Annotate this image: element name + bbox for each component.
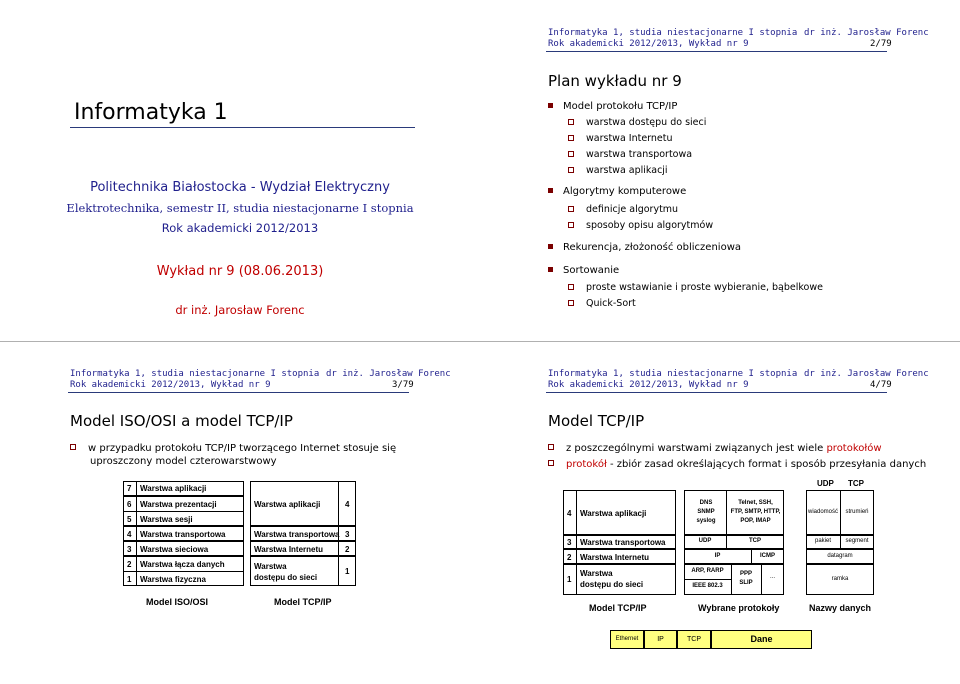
layer-number: 4 — [567, 509, 572, 518]
header-author: dr inż. Jarosław Forenc — [326, 369, 451, 379]
layer-name: Warstwa aplikacji — [254, 500, 321, 509]
layer-name: Warstwa transportowa — [140, 530, 226, 539]
app-protocols-tcp: Telnet, SSH, FTP, SMTP, HTTP, POP, IMAP — [730, 500, 781, 524]
caption-osi: Model ISO/OSI — [146, 597, 209, 607]
layer-number: 4 — [345, 500, 350, 509]
protocol-more: ... — [769, 574, 775, 580]
layer-number: 7 — [127, 484, 132, 493]
layer-name: Warstwa sieciowa — [140, 545, 209, 554]
bullet-open-square-icon — [548, 460, 554, 466]
caption-model: Model TCP/IP — [589, 603, 647, 613]
header-author: dr inż. Jarosław Forenc — [804, 28, 929, 38]
frame-label: TCP — [687, 636, 701, 643]
bullet-open-square-icon — [548, 444, 554, 450]
list-subitem: definicje algorytmu — [568, 203, 678, 216]
header-course: Informatyka 1, studia niestacjonarne I stopnia — [548, 28, 798, 38]
list-item: Algorytmy komputerowe — [548, 185, 686, 199]
lecture-info: Wykład nr 9 (08.06.2013) — [156, 264, 324, 279]
layer-number: 4 — [127, 530, 132, 539]
slide-title: Model TCP/IP — [548, 412, 645, 430]
list-item: protokół - zbiór zasad określających format i sposób przesyłania danych — [548, 458, 926, 472]
bullet-open-square-icon — [70, 444, 76, 450]
layer-number: 2 — [127, 560, 132, 569]
bullet-open-square-icon — [568, 119, 574, 125]
caption-tcpip: Model TCP/IP — [274, 597, 332, 607]
layer-number: 1 — [345, 567, 350, 576]
university: Politechnika Białostocka - Wydział Elektryczny — [90, 180, 390, 195]
label-tcp: TCP — [848, 479, 864, 488]
protocol-icmp: ICMP — [760, 553, 775, 559]
page-number: 3/79 — [392, 380, 414, 390]
bullet-square-icon — [548, 103, 553, 108]
list-item-continuation: uproszczony model czterowarstwowy — [90, 456, 277, 467]
slide-title: Plan wykładu nr 9 — [548, 72, 682, 90]
data-name-label: strumień — [845, 509, 869, 515]
data-name-label: datagram — [827, 553, 853, 559]
layer-name: Warstwa fizyczna — [140, 575, 206, 584]
slide-title: Model ISO/OSI a model TCP/IP — [70, 412, 293, 430]
column-divider — [576, 490, 577, 595]
header-course: Informatyka 1, studia niestacjonarne I stopnia — [548, 369, 798, 379]
protocol-ip: IP — [714, 553, 721, 559]
frame-label: Dane — [750, 634, 773, 644]
bullet-open-square-icon — [568, 167, 574, 173]
bullet-open-square-icon — [568, 206, 574, 212]
caption-protocols: Wybrane protokoły — [698, 603, 780, 613]
layer-name: Warstwa Internetu — [580, 553, 650, 562]
app-protocols-udp: DNS SNMP syslog — [696, 500, 716, 524]
layer-name: Warstwa transportowa — [580, 538, 666, 547]
layer-name: Warstwa sesji — [140, 515, 193, 524]
protocol-ieee: IEEE 802.3 — [692, 583, 723, 589]
frame-label: Ethernet — [615, 636, 639, 642]
list-subitem: sposoby opisu algorytmów — [568, 219, 713, 232]
header-year: Rok akademicki 2012/2013, Wykład nr 9 — [70, 380, 271, 390]
program: Elektrotechnika, semestr II, studia niestacjonarne I stopnia — [66, 201, 414, 215]
layer-name: Warstwa prezentacji — [140, 500, 217, 509]
list-item: Rekurencja, złożoność obliczeniowa — [548, 241, 741, 255]
layer-name: Warstwa łącza danych — [140, 560, 225, 569]
panel-divider — [0, 341, 960, 342]
title-underline — [70, 127, 415, 128]
bullet-open-square-icon — [568, 222, 574, 228]
layer-number: 1 — [567, 575, 572, 584]
layer-number: 3 — [567, 538, 572, 547]
protocol-udp: UDP — [698, 538, 712, 544]
list-subitem: Quick-Sort — [568, 297, 636, 310]
data-name-label: pakiet — [814, 538, 831, 544]
bullet-open-square-icon — [568, 300, 574, 306]
data-name-label: ramka — [831, 576, 849, 582]
layer-number: 2 — [567, 553, 572, 562]
list-item: Model protokołu TCP/IP — [548, 100, 677, 114]
list-item: Sortowanie — [548, 264, 619, 278]
bullet-square-icon — [548, 244, 553, 249]
layer-name: Warstwa — [580, 569, 613, 578]
header-author: dr inż. Jarosław Forenc — [804, 369, 929, 379]
list-item: w przypadku protokołu TCP/IP tworzącego Internet stosuje się — [70, 442, 396, 456]
data-name-label: segment — [845, 538, 869, 544]
list-item: z poszczególnymi warstwami związanych jest wiele protokołów — [548, 442, 882, 456]
layer-number: 5 — [127, 515, 132, 524]
row-divider — [684, 579, 731, 580]
row-divider — [123, 511, 244, 512]
layer-name: Warstwa Internetu — [254, 545, 324, 554]
protocol-arp: ARP, RARP — [691, 568, 724, 574]
bullet-square-icon — [548, 188, 553, 193]
layer-name: Warstwa — [254, 562, 287, 571]
layer-number: 1 — [127, 575, 132, 584]
academic-year: Rok akademicki 2012/2013 — [161, 221, 319, 235]
layer-number: 3 — [345, 530, 350, 539]
protocol-ppp: PPP SLIP — [739, 571, 753, 586]
list-subitem: warstwa transportowa — [568, 148, 692, 161]
layer-name: dostępu do sieci — [580, 580, 644, 589]
page-number: 2/79 — [870, 39, 892, 49]
bullet-open-square-icon — [568, 284, 574, 290]
bullet-open-square-icon — [568, 151, 574, 157]
data-name-label: wiadomość — [807, 509, 838, 515]
header-year: Rok akademicki 2012/2013, Wykład nr 9 — [548, 380, 749, 390]
layer-name: dostępu do sieci — [254, 573, 318, 582]
header-rule — [546, 51, 887, 52]
list-subitem: proste wstawianie i proste wybieranie, bąbelkowe — [568, 281, 823, 294]
layer-number: 6 — [127, 500, 132, 509]
header-rule — [546, 392, 887, 393]
course-title: Informatyka 1 — [74, 100, 228, 125]
bullet-open-square-icon — [568, 135, 574, 141]
caption-data-names: Nazwy danych — [809, 603, 872, 613]
label-udp: UDP — [817, 479, 834, 488]
author: dr inż. Jarosław Forenc — [175, 303, 305, 317]
layer-number: 3 — [127, 545, 132, 554]
layer-name: Warstwa aplikacji — [580, 509, 647, 518]
header-rule — [68, 392, 409, 393]
page-number: 4/79 — [870, 380, 892, 390]
frame-label: IP — [657, 636, 664, 643]
bullet-square-icon — [548, 267, 553, 272]
row-divider — [123, 571, 244, 572]
list-subitem: warstwa Internetu — [568, 132, 673, 145]
header-course: Informatyka 1, studia niestacjonarne I stopnia — [70, 369, 320, 379]
layer-name: Warstwa aplikacji — [140, 484, 207, 493]
header-year: Rok akademicki 2012/2013, Wykład nr 9 — [548, 39, 749, 49]
list-subitem: warstwa dostępu do sieci — [568, 116, 706, 129]
protocol-tcp: TCP — [749, 538, 761, 544]
list-subitem: warstwa aplikacji — [568, 164, 668, 177]
layer-name: Warstwa transportowa — [254, 530, 340, 539]
layer-number: 2 — [345, 545, 350, 554]
